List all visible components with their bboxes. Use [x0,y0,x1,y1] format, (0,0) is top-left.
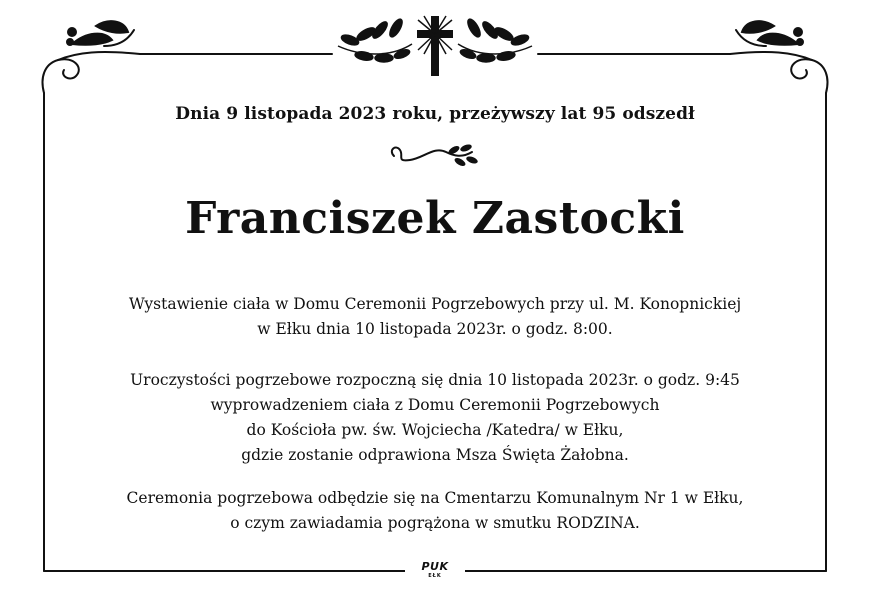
viewing-paragraph [44,292,826,342]
viewing-line: Wystawienie ciała w Domu Ceremonii Pogrzebowych przy ul. M. Konopnickiej [128,295,742,313]
viewing-line: w Ełku dnia 10 listopada 2023r. o godz. 8:00. [257,320,613,338]
laurel-branch-icon [458,17,532,62]
cross-icon [417,16,453,76]
corner-flourish-icon [730,21,827,93]
deceased-name: Franciszek Zastocki [185,193,685,244]
laurel-branch-icon [338,17,412,62]
ceremony-line: wyprowadzeniem ciała z Domu Ceremonii Pogrzebowych [210,396,660,414]
logo-text: PUK [421,560,449,573]
puk-logo [405,561,465,587]
burial-line: o czym zawiadamia pogrążona w smutku RODZINA. [230,514,640,532]
burial-line: Ceremonia pogrzebowa odbędzie się na Cmentarzu Komunalnym Nr 1 w Ełku, [126,489,744,507]
corner-flourish-icon [43,21,140,93]
ceremony-paragraph [44,368,826,468]
burial-paragraph [44,486,826,536]
ceremony-line: gdzie zostanie odprawiona Msza Święta Żałobna. [241,446,629,464]
death-announcement-headline: Dnia 9 listopada 2023 roku, przeżywszy lat 95 odszedł [175,104,695,124]
notice-content [44,95,826,570]
ceremony-line: Uroczystości pogrzebowe rozpoczną się dnia 10 listopada 2023r. o godz. 9:45 [130,371,740,389]
ceremony-line: do Kościoła pw. św. Wojciecha /Katedra/ w Ełku, [246,421,624,439]
divider-flourish-icon [384,142,484,170]
logo-subtext: EŁK [428,573,442,579]
